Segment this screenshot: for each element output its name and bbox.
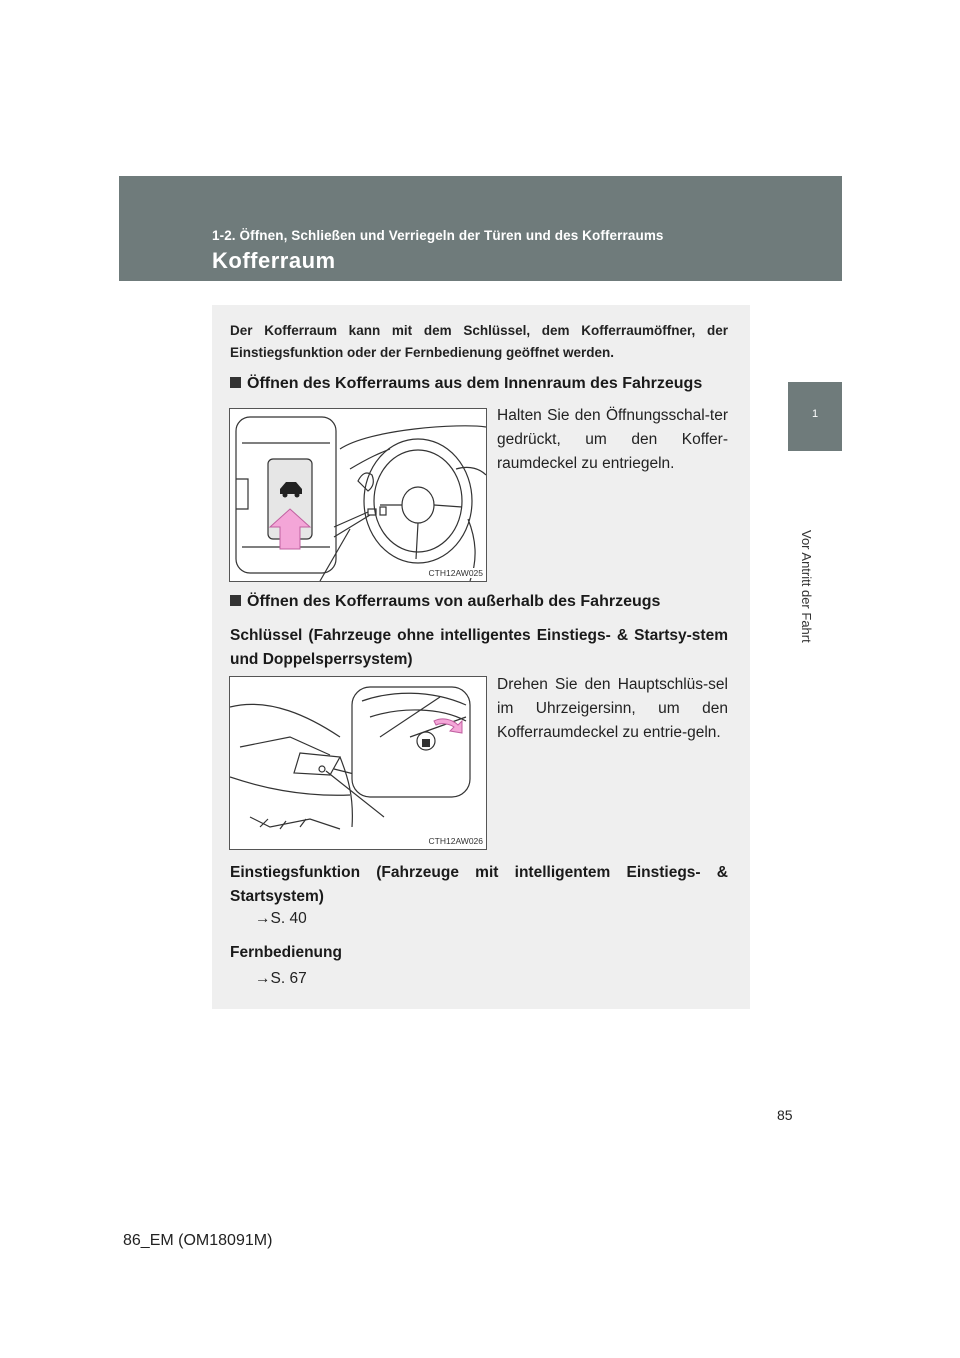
remote-page-ref: →S. 67 [255, 970, 307, 987]
subheading-interior-text: Öffnen des Kofferraums aus dem Innenraum des Fahrzeugs [247, 375, 703, 392]
figure-code: CTH12AW026 [428, 836, 483, 846]
key-heading: Schlüssel (Fahrzeuge ohne intelligentes Einstiegs- & Startsy-stem und Doppelsperrsystem) [230, 627, 728, 668]
chapter-side-label: Vor Antritt der Fahrt [799, 530, 814, 643]
subheading-exterior [230, 593, 660, 611]
entry-page-ref: →S. 40 [255, 910, 307, 927]
section-label: 1-2. Öffnen, Schließen und Verriegeln der Türen und des Kofferraums [212, 228, 664, 243]
instruction-text-interior: Halten Sie den Öffnungsschal-ter gedrückt, um den Koffer-raumdeckel zu entriegeln. [497, 407, 728, 472]
intro-text: Der Kofferraum kann mit dem Schlüssel, dem Kofferraumöffner, der Einstiegsfunktion oder der Fernbedienung geöffnet werden. [230, 323, 728, 360]
figure-interior [229, 408, 487, 582]
figure-code: CTH12AW025 [428, 568, 483, 578]
entry-heading: Einstiegsfunktion (Fahrzeuge mit intelligentem Einstiegs- & Startsystem) [230, 864, 728, 905]
remote-heading: Fernbedienung [230, 944, 342, 961]
subheading-interior [230, 375, 702, 393]
rear-illustration [230, 677, 486, 849]
subheading-exterior-text: Öffnen des Kofferraums von außerhalb des Fahrzeugs [247, 593, 661, 610]
bullet-square-icon [230, 377, 241, 388]
interior-illustration [230, 409, 486, 581]
page-number: 85 [777, 1107, 793, 1123]
bullet-square-icon [230, 595, 241, 606]
document-code: 86_EM (OM18091M) [123, 1232, 273, 1249]
chapter-tab [788, 382, 842, 451]
instruction-text-key: Drehen Sie den Hauptschlüs-sel im Uhrzeigersinn, um den Kofferraumdeckel zu entrie-geln. [497, 676, 728, 741]
figure-rear [229, 676, 487, 850]
page-title: Kofferraum [212, 248, 336, 273]
chapter-number: 1 [811, 408, 819, 420]
